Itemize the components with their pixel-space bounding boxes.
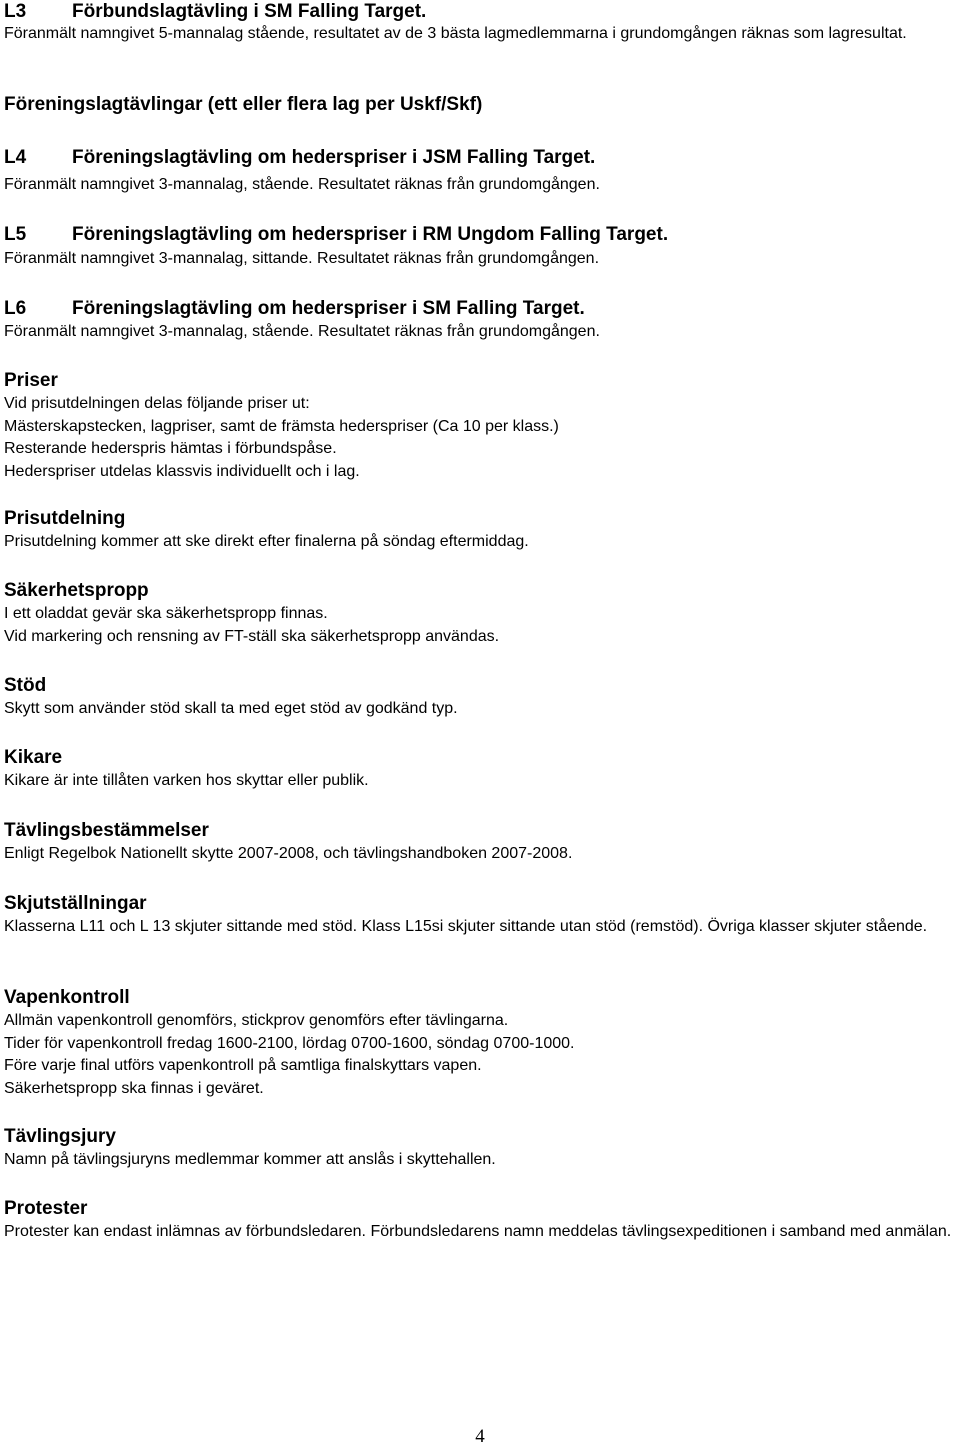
section-skjutstallningar: [4, 892, 956, 939]
section-line: Enligt Regelbok Nationellt skytte 2007-2008, och tävlingshandboken 2007-2008.: [4, 845, 573, 862]
section-vapenkontroll: [4, 986, 574, 1100]
class-heading-l6: [4, 297, 585, 321]
section-line: Prisutdelning kommer att ske direkt efter finalerna på söndag eftermiddag.: [4, 533, 529, 550]
section-line: Vid prisutdelningen delas följande priser ut:: [4, 395, 310, 412]
section-text: Protester kan endast inlämnas av förbundsledaren. Förbundsledarens namn meddelas tävlingsexpeditionen i samband med anmälan.: [4, 1223, 952, 1240]
class-code: L4: [4, 147, 27, 168]
section-heading: Tävlingsjury: [4, 1126, 116, 1147]
section-text: Klasserna L11 och L 13 skjuter sittande med stöd. Klass L15si skjuter sittande utan stöd (remstöd). Övriga klasser skjuter stående.: [4, 918, 928, 935]
page-number: 4: [475, 1426, 485, 1447]
section-heading: Vapenkontroll: [4, 987, 130, 1008]
section-heading: Skjutställningar: [4, 893, 147, 914]
section-line: Allmän vapenkontroll genomförs, stickprov genomförs efter tävlingarna.: [4, 1012, 509, 1029]
section-heading: Kikare: [4, 747, 63, 768]
section-priser: [4, 369, 559, 483]
section-stod: [4, 674, 458, 721]
section-line: Kikare är inte tillåten varken hos skyttar eller publik.: [4, 772, 369, 789]
section-kikare: [4, 746, 369, 793]
class-title: Förbundslagtävling i SM Falling Target.: [72, 1, 427, 22]
section-line: Mästerskapstecken, lagpriser, samt de främsta hederspriser (Ca 10 per klass.): [4, 417, 559, 435]
section-line: Tider för vapenkontroll fredag 1600-2100, lördag 0700-1600, söndag 0700-1000.: [4, 1034, 575, 1052]
section-line: Säkerhetspropp ska finnas i geväret.: [4, 1079, 264, 1097]
section-line: Före varje final utförs vapenkontroll på samtliga finalskyttars vapen.: [4, 1057, 482, 1074]
class-heading-l5: [4, 223, 668, 247]
class-code: L3: [4, 1, 27, 22]
section-line: Resterande hederspris hämtas i förbundspåse.: [4, 440, 337, 457]
section-heading: Protester: [4, 1198, 88, 1219]
section-line: Namn på tävlingsjuryns medlemmar kommer att anslås i skyttehallen.: [4, 1151, 496, 1168]
class-code: L5: [4, 224, 27, 245]
section-prisutdelning: [4, 507, 529, 554]
class-title: Föreningslagtävling om hederspriser i JSM Falling Target.: [72, 147, 596, 168]
section-tavlingsjury: [4, 1125, 496, 1172]
section-sakerhetspropp: [4, 579, 499, 648]
section-line: Vid markering och rensning av FT-ställ ska säkerhetspropp användas.: [4, 627, 500, 645]
section-protester: [4, 1197, 956, 1244]
section-heading: Priser: [4, 370, 58, 391]
class-heading-l4: [4, 146, 595, 170]
class-description-l6: Föranmält namngivet 3-mannalag, stående. Resultatet räknas från grundomgången.: [4, 323, 600, 340]
class-description-l4: Föranmält namngivet 3-mannalag, stående. Resultatet räknas från grundomgången.: [4, 176, 600, 193]
section-heading: Tävlingsbestämmelser: [4, 820, 209, 841]
section-heading: Prisutdelning: [4, 508, 126, 529]
class-title: Föreningslagtävling om hederspriser i SM Falling Target.: [72, 298, 585, 319]
section-heading: Säkerhetspropp: [4, 580, 149, 601]
class-description-l3: Föranmält namngivet 5-mannalag stående, resultatet av de 3 bästa lagmedlemmarna i grundomgången räknas som lagresultat.: [4, 25, 907, 42]
club-competitions-heading: Föreningslagtävlingar (ett eller flera lag per Uskf/Skf): [4, 94, 483, 115]
class-description-l5: Föranmält namngivet 3-mannalag, sittande. Resultatet räknas från grundomgången.: [4, 250, 600, 267]
section-heading: Stöd: [4, 675, 47, 696]
class-heading-l3: [4, 0, 426, 24]
class-code: L6: [4, 298, 27, 319]
class-title: Föreningslagtävling om hederspriser i RM Ungdom Falling Target.: [72, 224, 669, 245]
section-line: Skytt som använder stöd skall ta med eget stöd av godkänd typ.: [4, 700, 458, 717]
section-line: Hederspriser utdelas klassvis individuellt och i lag.: [4, 462, 360, 480]
section-line: I ett oladdat gevär ska säkerhetspropp finnas.: [4, 605, 328, 622]
section-tavlingsbestammelser: [4, 819, 572, 866]
